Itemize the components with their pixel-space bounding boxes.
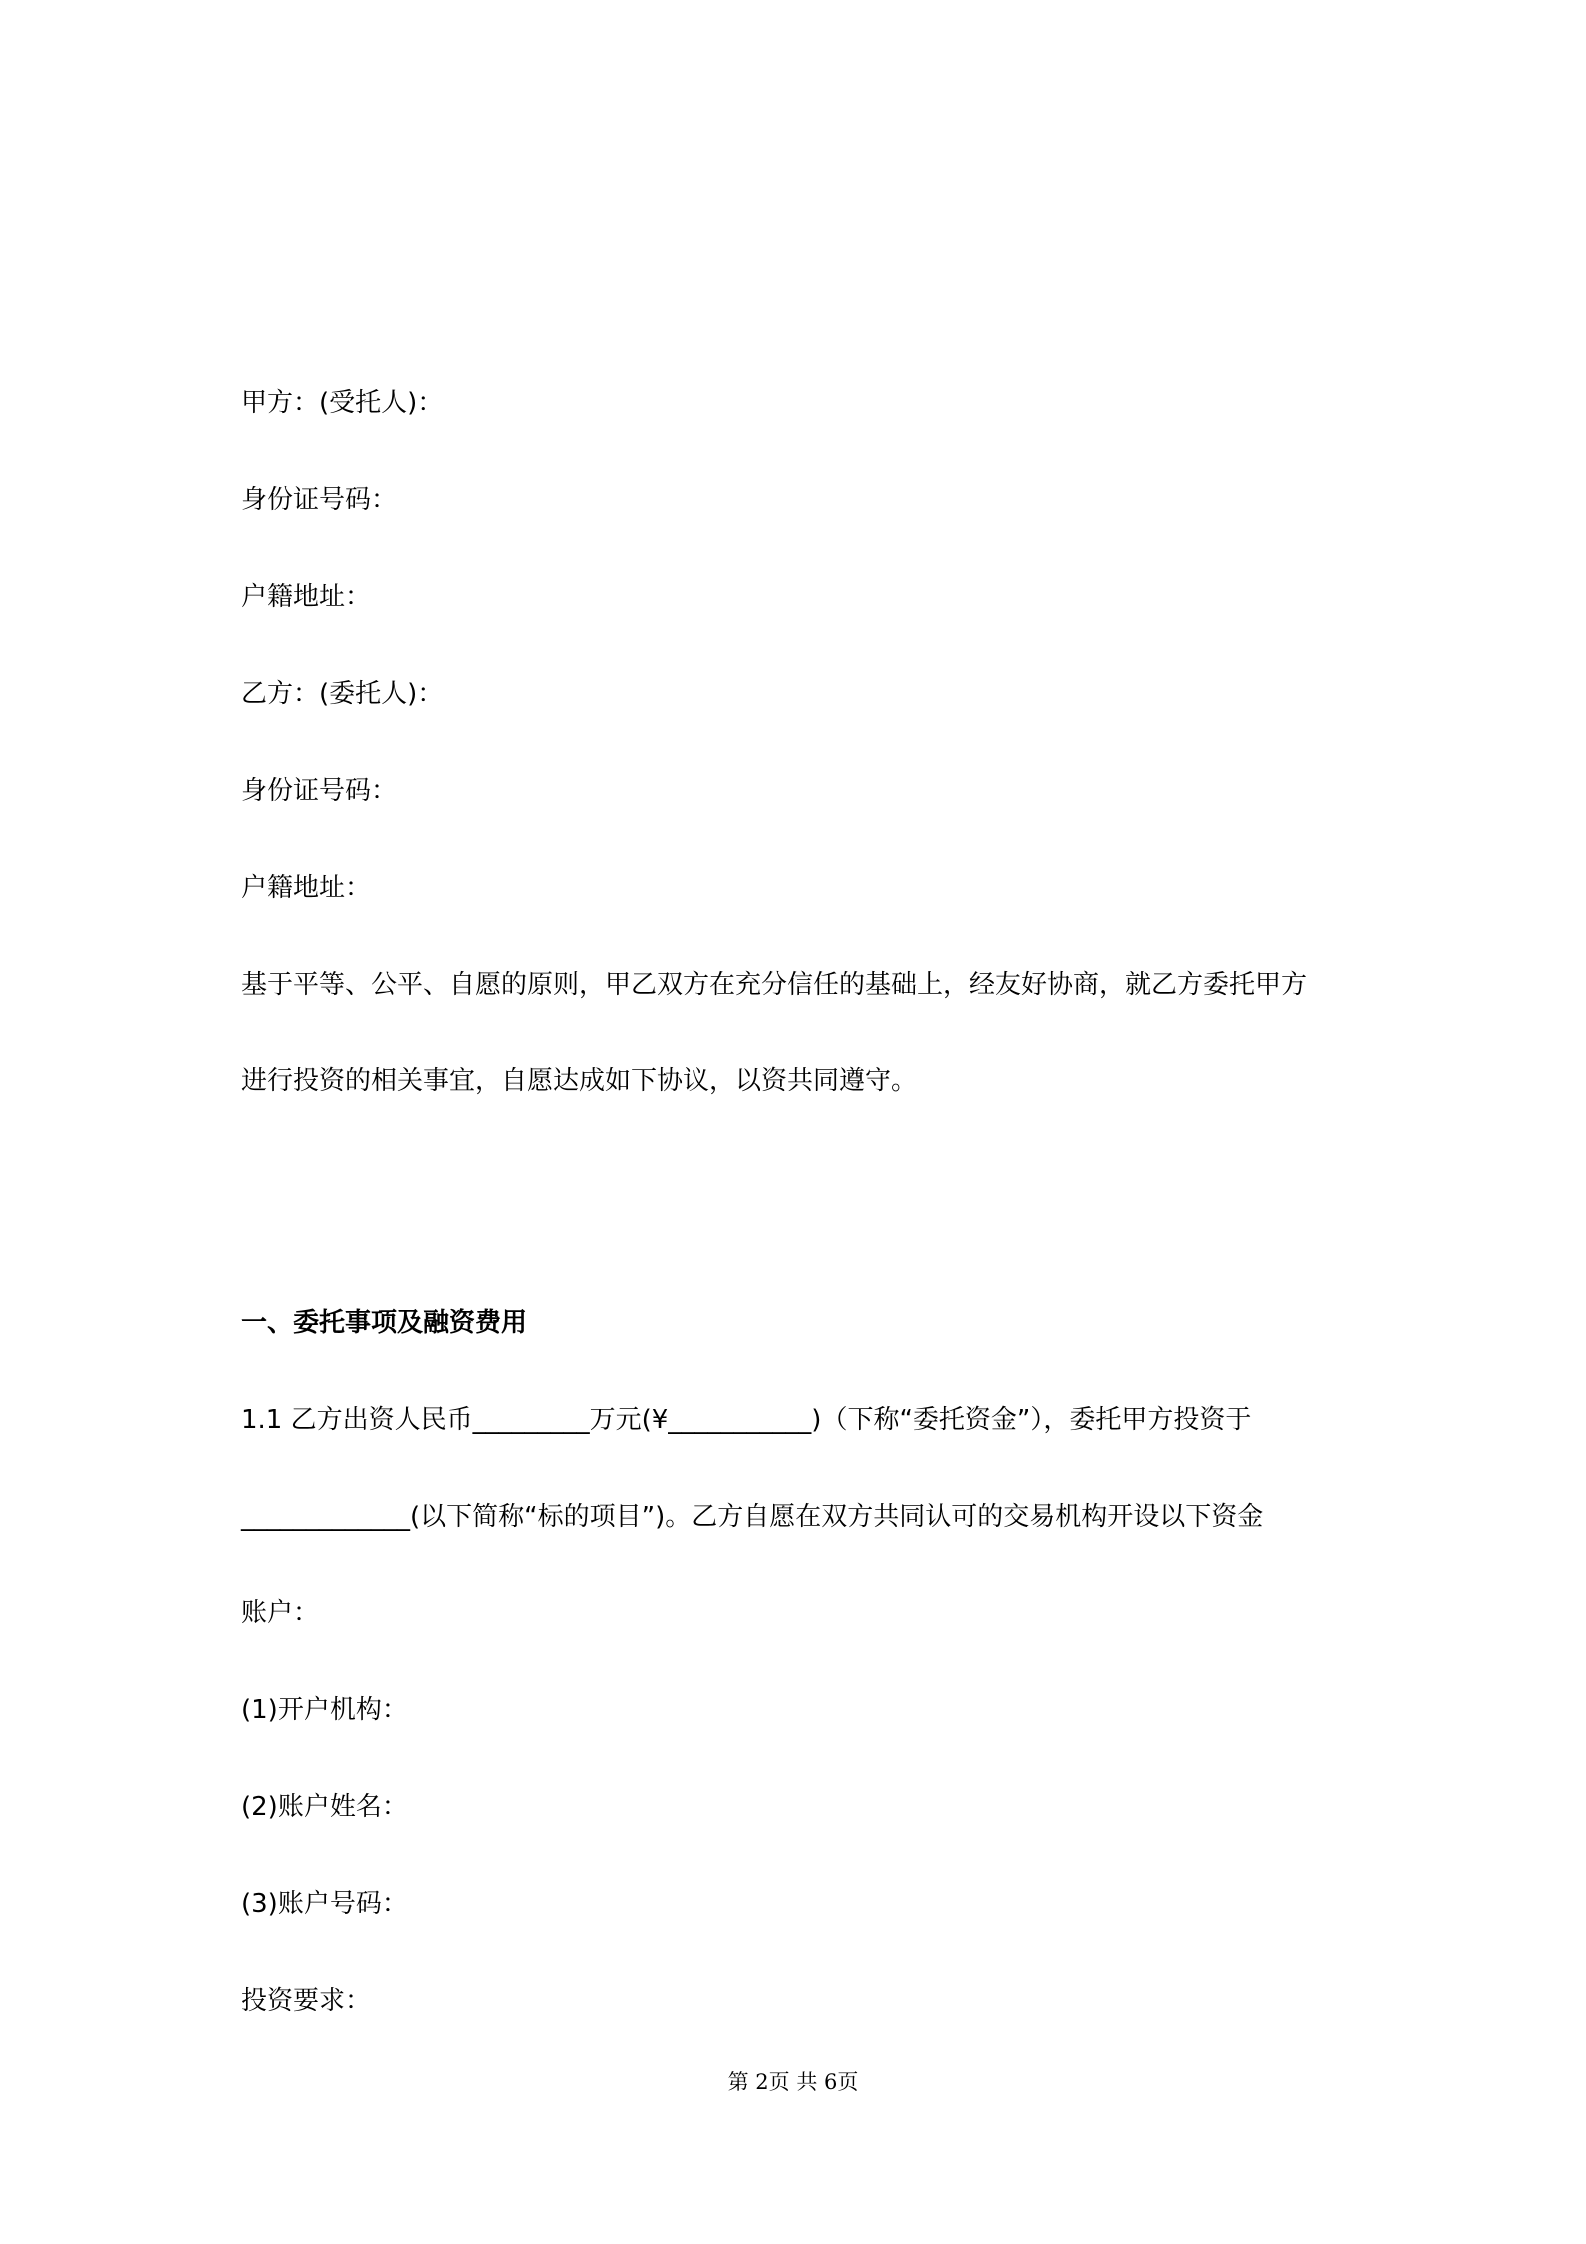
party-a-address-label: 户籍地址： [241, 582, 372, 612]
clause-1-1-line-3: 账户： [241, 1598, 320, 1628]
party-b-label: 乙方：(委托人)： [241, 679, 444, 709]
account-number-label: (3)账户号码： [241, 1889, 408, 1919]
party-a-id-label: 身份证号码： [241, 485, 398, 515]
account-institution-label: (1)开户机构： [241, 1695, 408, 1725]
party-a-label: 甲方：(受托人)： [241, 388, 444, 418]
page-number-footer: 第 2页 共 6页 [727, 2070, 859, 2094]
party-b-address-label: 户籍地址： [241, 873, 372, 903]
section-heading: 一、委托事项及融资费用 [241, 1308, 528, 1338]
preamble-line-1: 基于平等、公平、自愿的原则，甲乙双方在充分信任的基础上，经友好协商，就乙方委托甲方 [241, 970, 1308, 1000]
clause-1-1-line-1: 1.1 乙方出资人民币_________万元(¥___________)（下称“委托资金”），委托甲方投资于 [241, 1405, 1252, 1435]
investment-requirements-label: 投资要求： [241, 1986, 372, 2016]
party-b-id-label: 身份证号码： [241, 776, 398, 806]
clause-1-1-line-2: _____________(以下简称“标的项目”)。乙方自愿在双方共同认可的交易机构开设以下资金 [241, 1502, 1264, 1532]
account-name-label: (2)账户姓名： [241, 1792, 408, 1822]
preamble-line-2: 进行投资的相关事宜，自愿达成如下协议，以资共同遵守。 [241, 1066, 918, 1096]
